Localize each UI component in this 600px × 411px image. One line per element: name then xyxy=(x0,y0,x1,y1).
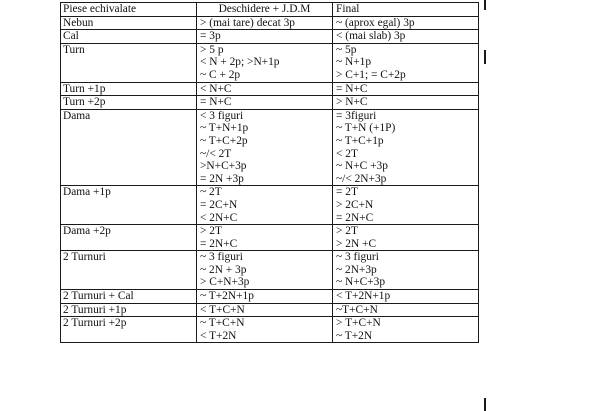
final-cell xyxy=(333,43,479,82)
opening-line: ~ T+N+1p xyxy=(200,122,249,135)
opening-line: > 2T xyxy=(200,225,222,238)
final-line: = N+C xyxy=(336,82,368,95)
header-opening xyxy=(197,3,333,17)
opening-cell xyxy=(197,30,333,44)
piece-cell xyxy=(61,82,197,96)
final-line: > 2N +C xyxy=(336,237,377,250)
final-line: ~ 5p xyxy=(336,43,357,56)
piece-name: Dama xyxy=(63,109,91,122)
piece-name: Turn +1p xyxy=(63,82,106,95)
header-pieces-text: Piese echivalate xyxy=(63,3,137,15)
equivalence-table xyxy=(60,2,479,343)
piece-name: Turn xyxy=(63,43,85,56)
piece-name: Dama +2p xyxy=(63,225,111,238)
final-line: ~ T+C+1p xyxy=(336,134,384,147)
piece-cell xyxy=(61,225,197,251)
opening-line: < 3 figuri xyxy=(200,109,244,122)
piece-cell xyxy=(61,30,197,44)
table-row xyxy=(61,303,479,317)
opening-cell xyxy=(197,109,333,186)
final-line: ~ T+N (+1P) xyxy=(336,122,396,135)
opening-line: ~ C + 2p xyxy=(200,68,241,81)
table-row xyxy=(61,16,479,30)
piece-name: 2 Turnuri +2p xyxy=(63,317,127,330)
piece-name: Nebun xyxy=(63,16,94,29)
opening-line: > (mai tare) decat 3p xyxy=(200,16,295,29)
table-row xyxy=(61,82,479,96)
final-line: < 2T xyxy=(336,147,358,160)
opening-line: ~ 2T xyxy=(200,186,222,199)
final-cell xyxy=(333,96,479,110)
opening-line: = 2N+C xyxy=(200,237,238,250)
final-line: > C+1; = C+2p xyxy=(336,68,406,81)
piece-cell xyxy=(61,96,197,110)
table-row xyxy=(61,251,479,290)
final-line: < (mai slab) 3p xyxy=(336,30,406,43)
opening-cell xyxy=(197,186,333,225)
opening-line: ~ 3 figuri xyxy=(200,251,243,264)
final-line: ~ 2N+3p xyxy=(336,263,377,276)
opening-line: = 2N +3p xyxy=(200,172,244,185)
piece-name: Dama +1p xyxy=(63,186,111,199)
opening-line: >N+C+3p xyxy=(200,160,247,173)
header-final-text: Final xyxy=(336,3,360,15)
piece-cell xyxy=(61,317,197,343)
table-body xyxy=(61,3,479,343)
opening-line: < N+C xyxy=(200,82,232,95)
table-row xyxy=(61,225,479,251)
final-line: ~ (aprox egal) 3p xyxy=(336,16,415,29)
piece-cell xyxy=(61,251,197,290)
final-line: ~ N+C +3p xyxy=(336,160,388,173)
final-cell xyxy=(333,109,479,186)
table-row xyxy=(61,96,479,110)
opening-cell xyxy=(197,43,333,82)
final-line: ~ N+1p xyxy=(336,56,372,69)
opening-cell xyxy=(197,303,333,317)
opening-cell xyxy=(197,225,333,251)
opening-cell xyxy=(197,82,333,96)
opening-line: ~ 2N + 3p xyxy=(200,263,247,276)
piece-cell xyxy=(61,290,197,304)
final-line: ~ N+C+3p xyxy=(336,276,386,289)
final-line: = 2N+C xyxy=(336,211,374,224)
final-line: > 2T xyxy=(336,225,358,238)
table-row xyxy=(61,290,479,304)
final-line: < T+2N+1p xyxy=(336,290,391,303)
final-cell xyxy=(333,303,479,317)
opening-line: = 2C+N xyxy=(200,198,238,211)
final-cell xyxy=(333,317,479,343)
opening-cell xyxy=(197,251,333,290)
opening-line: < N + 2p; >N+1p xyxy=(200,56,280,69)
header-pieces xyxy=(61,3,197,17)
piece-name: 2 Turnuri +1p xyxy=(63,303,127,316)
piece-name: 2 Turnuri + Cal xyxy=(63,290,134,303)
final-line: ~ 3 figuri xyxy=(336,251,379,264)
final-cell xyxy=(333,16,479,30)
opening-cell xyxy=(197,317,333,343)
final-line: ~/< 2N+3p xyxy=(336,172,387,185)
opening-line: < 2N+C xyxy=(200,211,238,224)
piece-name: Cal xyxy=(63,30,79,43)
table-row xyxy=(61,186,479,225)
opening-cell xyxy=(197,96,333,110)
opening-line: < T+C+N xyxy=(200,303,245,316)
final-cell xyxy=(333,82,479,96)
piece-name: 2 Turnuri xyxy=(63,251,106,264)
opening-line: = N+C xyxy=(200,96,232,109)
final-line: = 2T xyxy=(336,186,358,199)
final-cell xyxy=(333,225,479,251)
final-line: > 2C+N xyxy=(336,198,374,211)
final-line: ~ T+2N xyxy=(336,329,373,342)
opening-line: > C+N+3p xyxy=(200,276,250,289)
page-edge-mark-mid xyxy=(484,50,486,64)
table-row xyxy=(61,43,479,82)
piece-cell xyxy=(61,109,197,186)
final-line: > T+C+N xyxy=(336,317,381,330)
header-final xyxy=(333,3,479,17)
piece-cell xyxy=(61,303,197,317)
final-cell xyxy=(333,290,479,304)
opening-cell xyxy=(197,16,333,30)
final-cell xyxy=(333,251,479,290)
page-edge-mark-bottom xyxy=(484,398,486,411)
opening-line: ~ T+C+N xyxy=(200,317,245,330)
final-line: = 3figuri xyxy=(336,109,377,122)
final-line: > N+C xyxy=(336,96,368,109)
opening-line: ~/< 2T xyxy=(200,147,232,160)
piece-cell xyxy=(61,186,197,225)
header-row xyxy=(61,3,479,17)
page-edge-mark-top xyxy=(484,0,486,10)
table-row xyxy=(61,109,479,186)
piece-cell xyxy=(61,16,197,30)
opening-line: ~ T+C+2p xyxy=(200,134,248,147)
opening-line: > 5 p xyxy=(200,43,224,56)
header-opening-text: Deschidere + J.D.M xyxy=(218,3,311,15)
opening-line: < T+2N xyxy=(200,329,237,342)
final-line: ~T+C+N xyxy=(336,303,378,316)
opening-line: = 3p xyxy=(200,30,221,43)
final-cell xyxy=(333,30,479,44)
opening-cell xyxy=(197,290,333,304)
table-row xyxy=(61,317,479,343)
table-row xyxy=(61,30,479,44)
piece-name: Turn +2p xyxy=(63,96,106,109)
opening-line: ~ T+2N+1p xyxy=(200,290,254,303)
final-cell xyxy=(333,186,479,225)
piece-cell xyxy=(61,43,197,82)
